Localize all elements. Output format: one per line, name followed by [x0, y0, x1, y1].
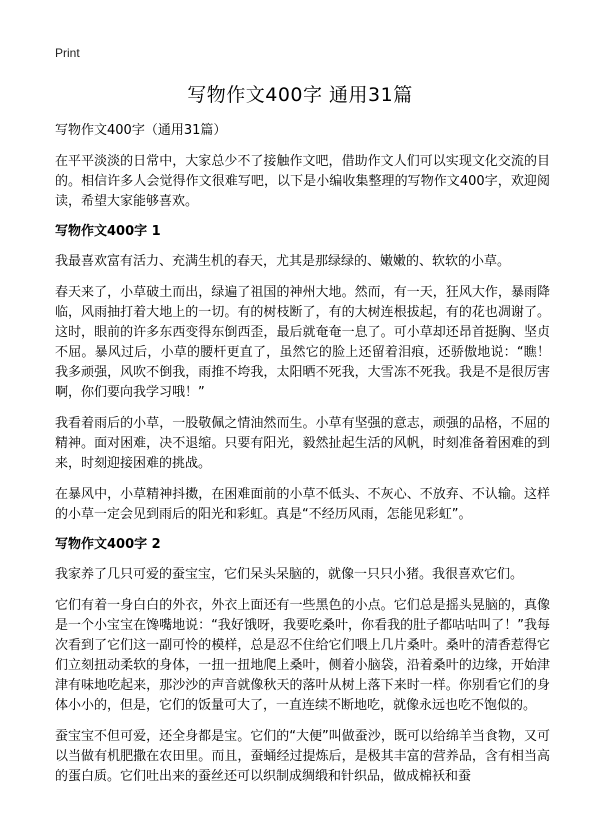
print-link[interactable]: Print — [55, 46, 80, 60]
intro-paragraph: 在平平淡淡的日常中，大家总少不了接触作文吧，借助作文人们可以实现文化交流的目的。相信许多人会觉得作文很难写吧，以下是小编收集整理的写物作文400字，欢迎阅读，希望大家能够喜欢。 — [55, 154, 550, 209]
paragraph: 我最喜欢富有活力、充满生机的春天，尤其是那绿绿的、嫩嫩的、软软的小草。 — [55, 254, 511, 269]
paragraph: 春天来了，小草破土而出，绿遍了祖国的神州大地。然而，有一天，狂风大作，暴雨降临，风雨抽打着大地上的一切。有的树枝断了，有的大树连根拔起，有的花也凋谢了。这时，眼前的许多东西变得东倒西歪，最后就奄奄一息了。可小草却还昂首挺胸、坚贞不屈。暴风过后，小草的腰杆更直了，虽然它的脸上还留着泪痕，还骄傲地说：“瞧！我多顽强，风吹不倒我，雨推不垮我，太阳晒不死我，大雪冻不死我。我是不是很厉害啊，你们要向我学习哦！” — [55, 285, 550, 400]
article-body — [55, 122, 550, 798]
paragraph: 它们有着一身白白的外衣，外衣上面还有一些黑色的小点。它们总是摇头晃脑的，真像是一个小宝宝在馋嘴地说：“我好饿呀，我要吃桑叶，你看我的肚子都咕咕叫了！”我每次看到了它们这一副可怜的模样，总是忍不住给它们喂上几片桑叶。桑叶的清香惹得它们立刻扭动柔软的身体，一扭一扭地爬上桑叶，侧着小脑袋，沿着桑叶的边缘，开始津津有味地吃起来，那沙沙的声音就像秋天的落叶从树上落下来时一样。你别看它们的身体小小的，但是，它们的饭量可大了，一直连续不断地吃，就像永远也吃不饱似的。 — [55, 598, 550, 713]
paragraph: 蚕宝宝不但可爱，还全身都是宝。它们的“大便”叫做蚕沙，既可以给绵羊当食物，又可以当做有机肥撒在农田里。而且，蚕蛹经过提炼后，是极其丰富的营养品，含有相当高的蛋白质。它们吐出来的蚕丝还可以织制成绸缎和针织品，做成棉袄和蚕 — [55, 729, 550, 784]
paragraph: 我家养了几只可爱的蚕宝宝，它们呆头呆脑的，就像一只只小猪。我很喜欢它们。 — [55, 567, 524, 582]
section-heading-2: 写物作文400字 2 — [55, 537, 161, 552]
paragraph: 我看着雨后的小草，一股敬佩之情油然而生。小草有坚强的意志，顽强的品格，不屈的精神。面对困难，决不退缩。只要有阳光，毅然扯起生活的风帆，时刻准备着困难的到来，时刻迎接困难的挑战。 — [55, 416, 550, 471]
section-heading-1: 写物作文400字 1 — [55, 224, 161, 239]
page-title: 写物作文400字 通用31篇 — [187, 84, 413, 106]
article-subtitle: 写物作文400字（通用31篇） — [55, 123, 227, 138]
paragraph: 在暴风中，小草精神抖擞，在困难面前的小草不低头、不灰心、不放弃、不认输。这样的小草一定会见到雨后的阳光和彩虹。真是“不经历风雨，怎能见彩虹”。 — [55, 487, 550, 522]
